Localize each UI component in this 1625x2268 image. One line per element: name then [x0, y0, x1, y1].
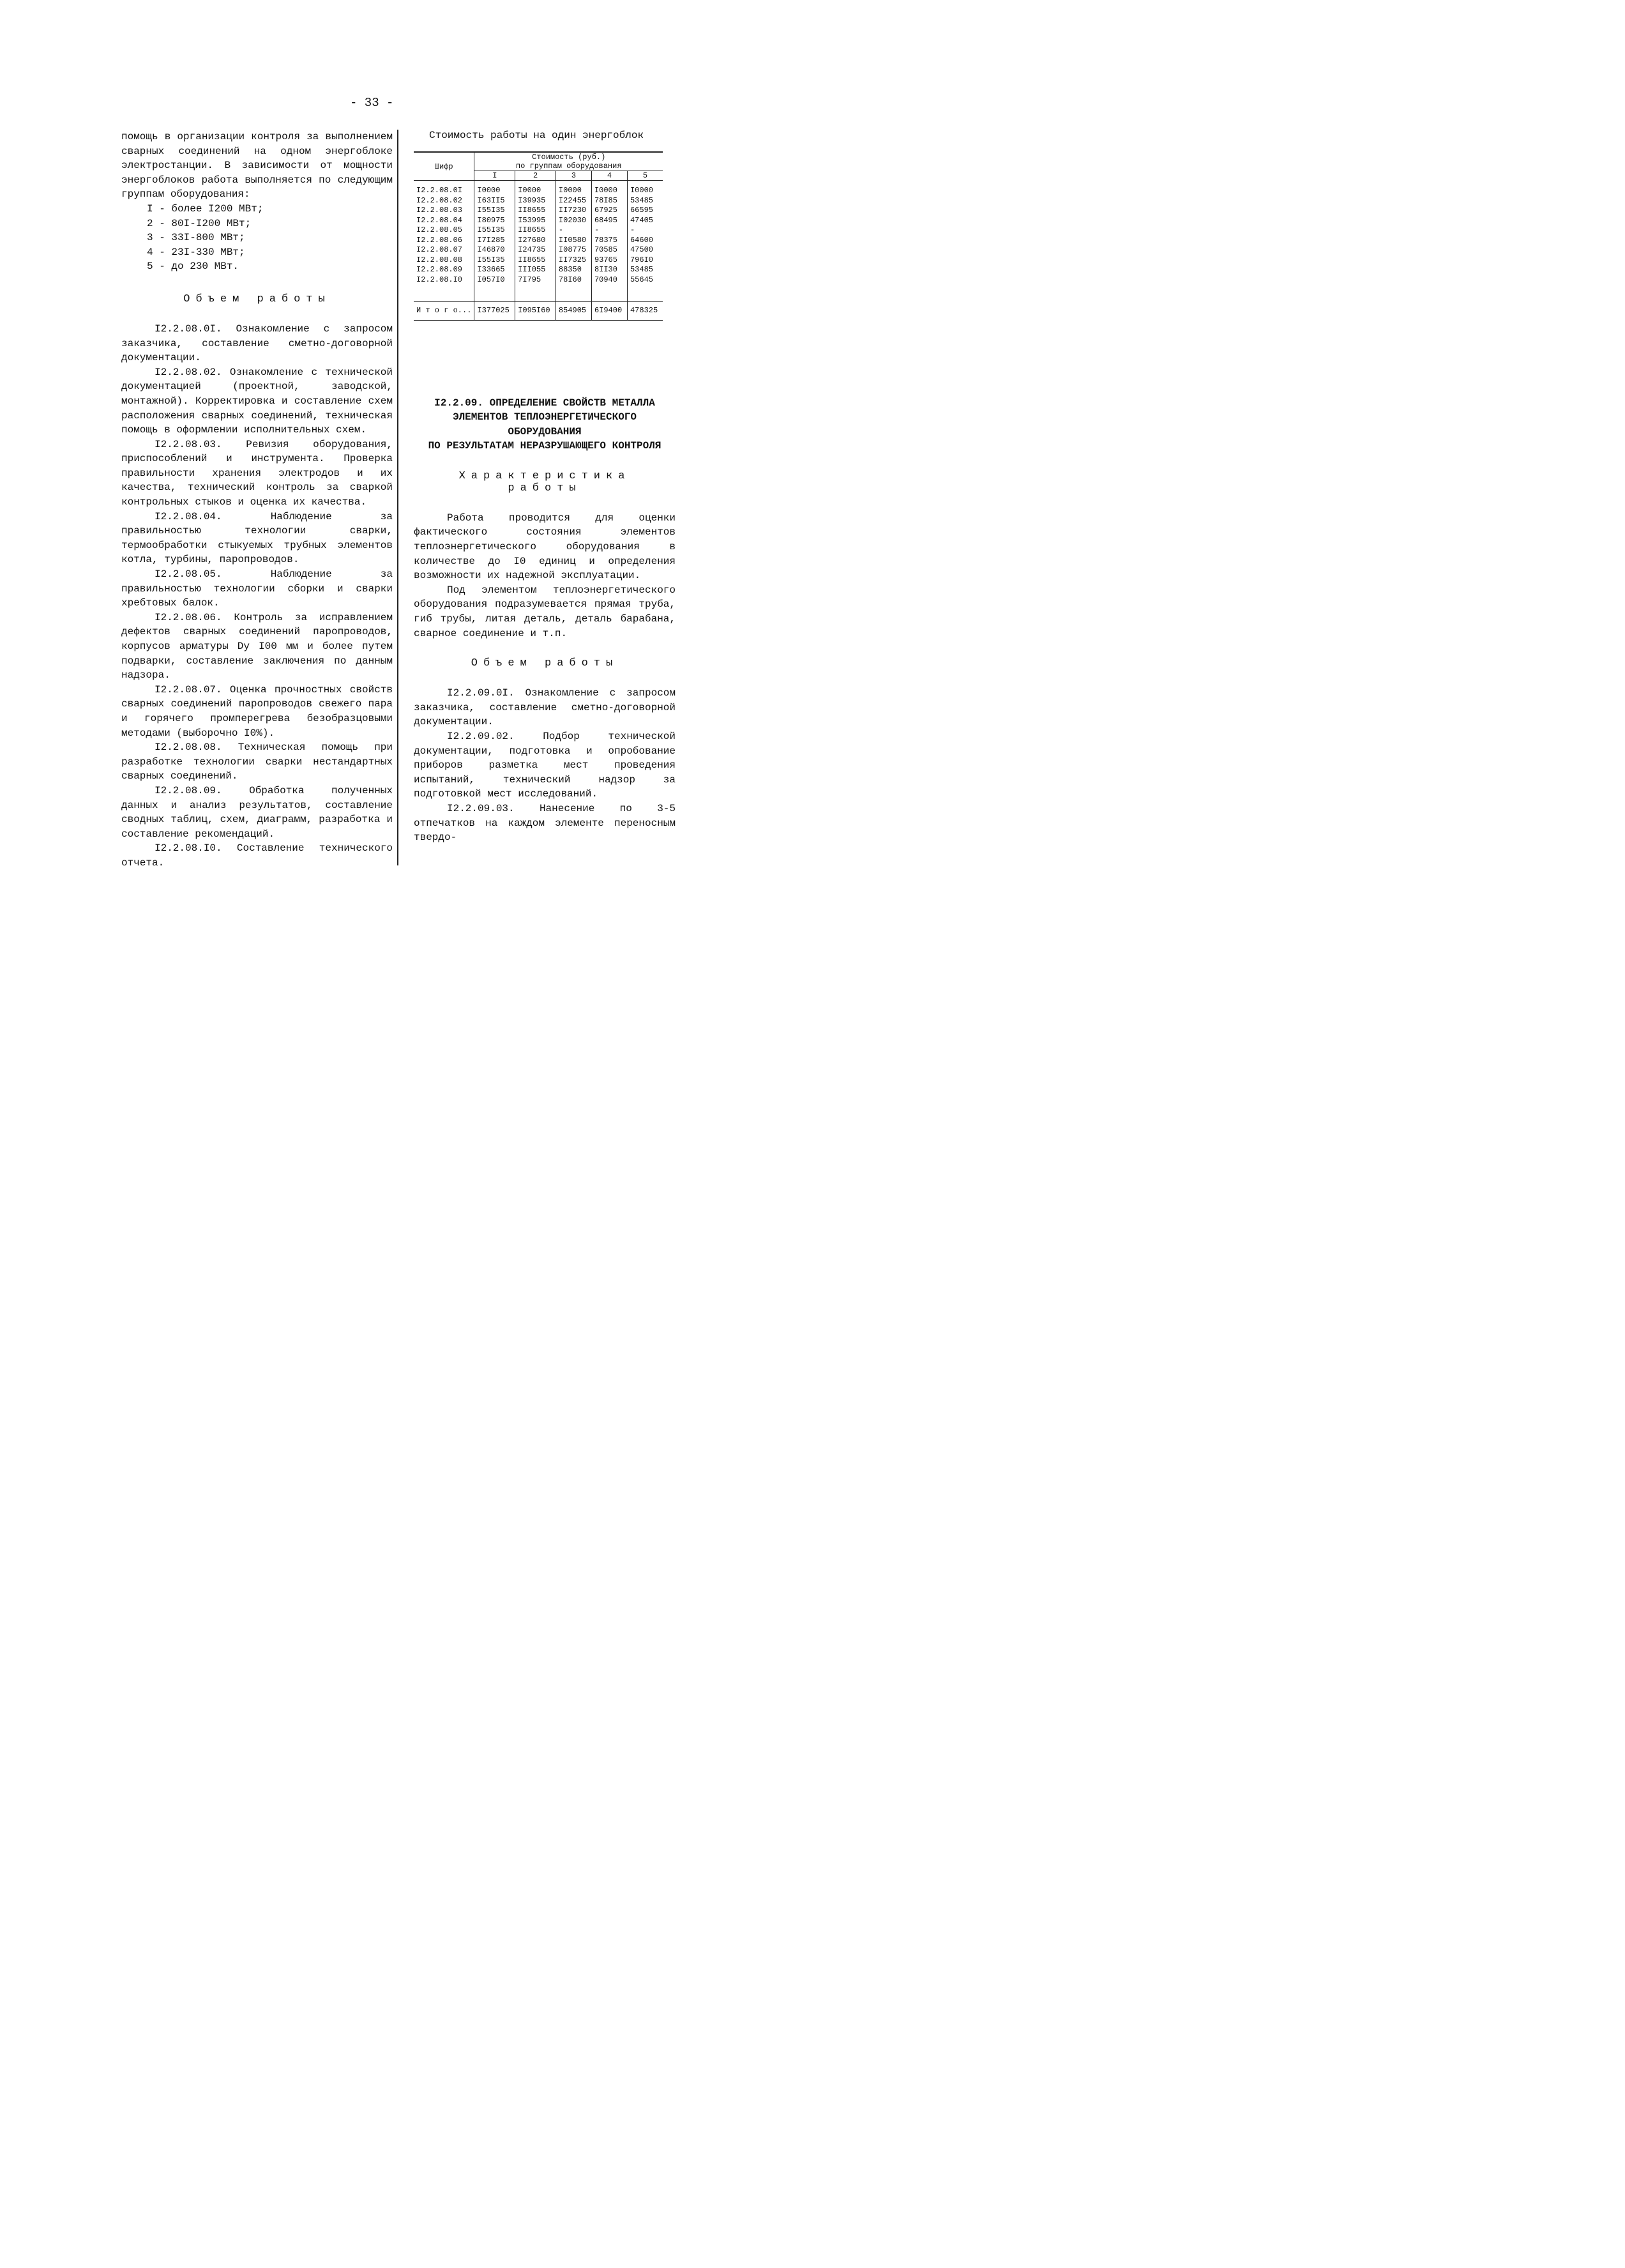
- row-code: I2.2.08.06: [416, 235, 463, 245]
- work-item: I2.2.08.02. Ознакомление с технической документацией (проектной, заводской, монтажной). Корректировка и составление схем расположения сварных соединений, техническая помощь в оформлении исполнительных схем.: [121, 366, 393, 436]
- row-code: I2.2.08.09: [416, 265, 463, 274]
- cost-cell: III055: [515, 265, 556, 275]
- cost-cell: I24735: [515, 245, 556, 255]
- cost-cell: I80975: [474, 216, 515, 226]
- cost-cell: I22455: [556, 196, 591, 206]
- cost-cell: 78I60: [556, 275, 591, 302]
- cost-cell: 67925: [591, 206, 627, 216]
- work-item: I2.2.08.08. Техническая помощь при разработке технологии сварки нестандартных сварных соединений.: [121, 742, 393, 782]
- cost-cell: 796I0: [627, 255, 663, 266]
- cost-cell: I63II5: [474, 196, 515, 206]
- cost-header-label: Стоимость (руб.): [532, 153, 606, 162]
- cost-cell: II8655: [515, 225, 556, 236]
- characteristic-paragraph: Работа проводится для оценки фактического состояния элементов теплоэнергетического оборудования в количестве до I0 единиц и определения возможности их надежной эксплуатации.: [414, 512, 676, 582]
- table-row: [414, 196, 663, 206]
- table-row: [414, 255, 663, 266]
- work-item: I2.2.08.07. Оценка прочностных свойств сварных соединений паропроводов свежего пара и горячего промперегрева безобразцовыми методами (выборочно I0%).: [121, 683, 393, 739]
- group-item: 3 - 33I-800 МВт;: [147, 232, 245, 244]
- cost-cell: -: [556, 225, 591, 236]
- total-cell: 478325: [627, 302, 663, 321]
- row-code: I2.2.08.05: [416, 225, 463, 234]
- row-code: I2.2.08.04: [416, 215, 463, 225]
- work-item: I2.2.09.03. Нанесение по 3-5 отпечатков на каждом элементе переносным твердо-: [414, 802, 676, 844]
- section-title: [414, 396, 676, 453]
- row-code: I2.2.08.0I: [416, 186, 463, 195]
- characteristic-paragraph: Под элементом теплоэнергетического оборудования подразумевается прямая труба, гиб трубы, литая деталь, деталь барабана, сварное соединение и т.п.: [414, 584, 676, 639]
- cost-cell: I46870: [474, 245, 515, 255]
- work-item: I2.2.08.0I. Ознакомление с запросом заказчика, составление сметно-договорной документации.: [121, 323, 393, 364]
- cost-cell: 78375: [591, 236, 627, 246]
- table-row: [414, 245, 663, 255]
- equipment-groups-list: [121, 202, 393, 274]
- cost-cell: 64600: [627, 236, 663, 246]
- table-row: [414, 236, 663, 246]
- page-number: - 33 -: [350, 96, 394, 110]
- work-item: I2.2.08.I0. Составление технического отчета.: [121, 842, 393, 869]
- cost-cell: I53995: [515, 216, 556, 226]
- table-row: [414, 216, 663, 226]
- group-header: 2: [515, 171, 556, 181]
- column-header-code: Шифр: [414, 152, 474, 181]
- cost-cell: 66595: [627, 206, 663, 216]
- cost-cell: I08775: [556, 245, 591, 255]
- cost-cell: -: [627, 225, 663, 236]
- cost-cell: I55I35: [474, 206, 515, 216]
- table-row: [414, 265, 663, 275]
- section-title-line: ПО РЕЗУЛЬТАТАМ НЕРАЗРУШАЮЩЕГО КОНТРОЛЯ: [428, 440, 661, 452]
- cost-cell: 78I85: [591, 196, 627, 206]
- right-column: [414, 130, 676, 845]
- group-header: 3: [556, 171, 591, 181]
- group-header: 5: [627, 171, 663, 181]
- cost-cell: II7325: [556, 255, 591, 266]
- cost-cell: I0000: [515, 181, 556, 196]
- cost-cell: 47405: [627, 216, 663, 226]
- cost-cell: I02030: [556, 216, 591, 226]
- cost-cell: II8655: [515, 255, 556, 266]
- section-title-line: ЭЛЕМЕНТОВ ТЕПЛОЭНЕРГЕТИЧЕСКОГО: [452, 411, 637, 423]
- cost-cell: I0000: [627, 181, 663, 196]
- column-header-cost: [474, 152, 663, 171]
- cost-table: [414, 151, 663, 321]
- work-item: I2.2.08.03. Ревизия оборудования, приспособлений и инструмента. Проверка правильности хранения электродов и их качества, технический контроль за сваркой контрольных стыков и оценка их качества.: [121, 438, 393, 508]
- cost-cell: I0000: [591, 181, 627, 196]
- cost-cell: 53485: [627, 265, 663, 275]
- cost-cell: I55I35: [474, 225, 515, 236]
- total-cell: 6I9400: [591, 302, 627, 321]
- cost-cell: I33665: [474, 265, 515, 275]
- row-code: I2.2.08.03: [416, 206, 463, 215]
- cost-cell: 70940: [591, 275, 627, 302]
- cost-cell: -: [591, 225, 627, 236]
- table-row: [414, 181, 663, 196]
- table-title: Стоимость работы на один энергоблок: [429, 130, 644, 141]
- work-item: I2.2.08.05. Наблюдение за правильностью технологии сборки и сварки хребтовых балок.: [121, 568, 393, 609]
- cost-cell: 93765: [591, 255, 627, 266]
- total-cell: I095I60: [515, 302, 556, 321]
- table-row: [414, 275, 663, 302]
- cost-header-sublabel: по группам оборудования: [515, 162, 622, 171]
- cost-cell: II8655: [515, 206, 556, 216]
- table-row: [414, 225, 663, 236]
- cost-cell: 7I795: [515, 275, 556, 302]
- group-item: 2 - 80I-I200 МВт;: [147, 217, 252, 229]
- scope-heading: Объем работы: [183, 293, 331, 305]
- cost-cell: II0580: [556, 236, 591, 246]
- cost-cell: 8II30: [591, 265, 627, 275]
- cost-table-body: [414, 181, 663, 321]
- work-item: I2.2.09.02. Подбор технической документации, подготовка и опробование приборов разметка мест проведения испытаний, технический надзор за подготовкой мест исследований.: [414, 731, 676, 800]
- cost-cell: I057I0: [474, 275, 515, 302]
- row-code: I2.2.08.02: [416, 195, 463, 205]
- cost-cell: 47500: [627, 245, 663, 255]
- group-header: 4: [591, 171, 627, 181]
- cost-cell: 68495: [591, 216, 627, 226]
- group-item: 5 - до 230 МВт.: [147, 261, 239, 273]
- cost-cell: I55I35: [474, 255, 515, 266]
- cost-cell: I7I285: [474, 236, 515, 246]
- cost-cell: 55645: [627, 275, 663, 302]
- row-code: I2.2.08.07: [416, 245, 463, 254]
- table-row: [414, 206, 663, 216]
- cost-cell: I0000: [556, 181, 591, 196]
- cost-cell: 70585: [591, 245, 627, 255]
- scope-heading-right: Объем работы: [471, 657, 619, 670]
- work-item: I2.2.08.04. Наблюдение за правильностью технологии сварки, термообработки стыкуемых трубных элементов котла, турбины, паропроводов.: [121, 510, 393, 566]
- group-item: 4 - 23I-330 МВт;: [147, 246, 245, 258]
- row-code: I2.2.08.08: [416, 255, 463, 264]
- group-item: I - более I200 МВт;: [147, 202, 264, 215]
- cost-cell: I39935: [515, 196, 556, 206]
- work-item: I2.2.08.06. Контроль за исправлением дефектов сварных соединений паропроводов, корпусов арматуры Dу I00 мм и более путем подварки, составление заключения по данным надзора.: [121, 611, 393, 681]
- total-label: И т о г о...: [414, 302, 474, 321]
- work-item: I2.2.09.0I. Ознакомление с запросом заказчика, составление сметно-договорной документации.: [414, 687, 676, 728]
- cost-cell: 88350: [556, 265, 591, 275]
- section-title-line: ОБОРУДОВАНИЯ: [508, 425, 582, 438]
- cost-cell: I0000: [474, 181, 515, 196]
- cost-cell: 53485: [627, 196, 663, 206]
- cost-cell: I27680: [515, 236, 556, 246]
- characteristic-heading: Характеристика: [458, 469, 631, 482]
- total-cell: 854905: [556, 302, 591, 321]
- left-column: [121, 130, 393, 871]
- section-title-line: I2.2.09. ОПРЕДЕЛЕНИЕ СВОЙСТВ МЕТАЛЛА: [434, 397, 655, 409]
- column-divider: [397, 130, 398, 865]
- total-cell: I377025: [474, 302, 515, 321]
- characteristic-heading-2: работы: [508, 482, 582, 494]
- intro-paragraph: помощь в организации контроля за выполнением сварных соединений на одном энергоблоке электростанции. В зависимости от мощности энергоблоков работа выполняется по следующим группам оборудования:: [121, 131, 393, 201]
- group-header: I: [474, 171, 515, 181]
- row-code: I2.2.08.I0: [416, 275, 463, 284]
- total-row: [414, 302, 663, 321]
- work-item: I2.2.08.09. Обработка полученных данных и анализ результатов, составление сводных таблиц, схем, диаграмм, разработка и составление рекомендаций.: [121, 784, 393, 840]
- cost-cell: II7230: [556, 206, 591, 216]
